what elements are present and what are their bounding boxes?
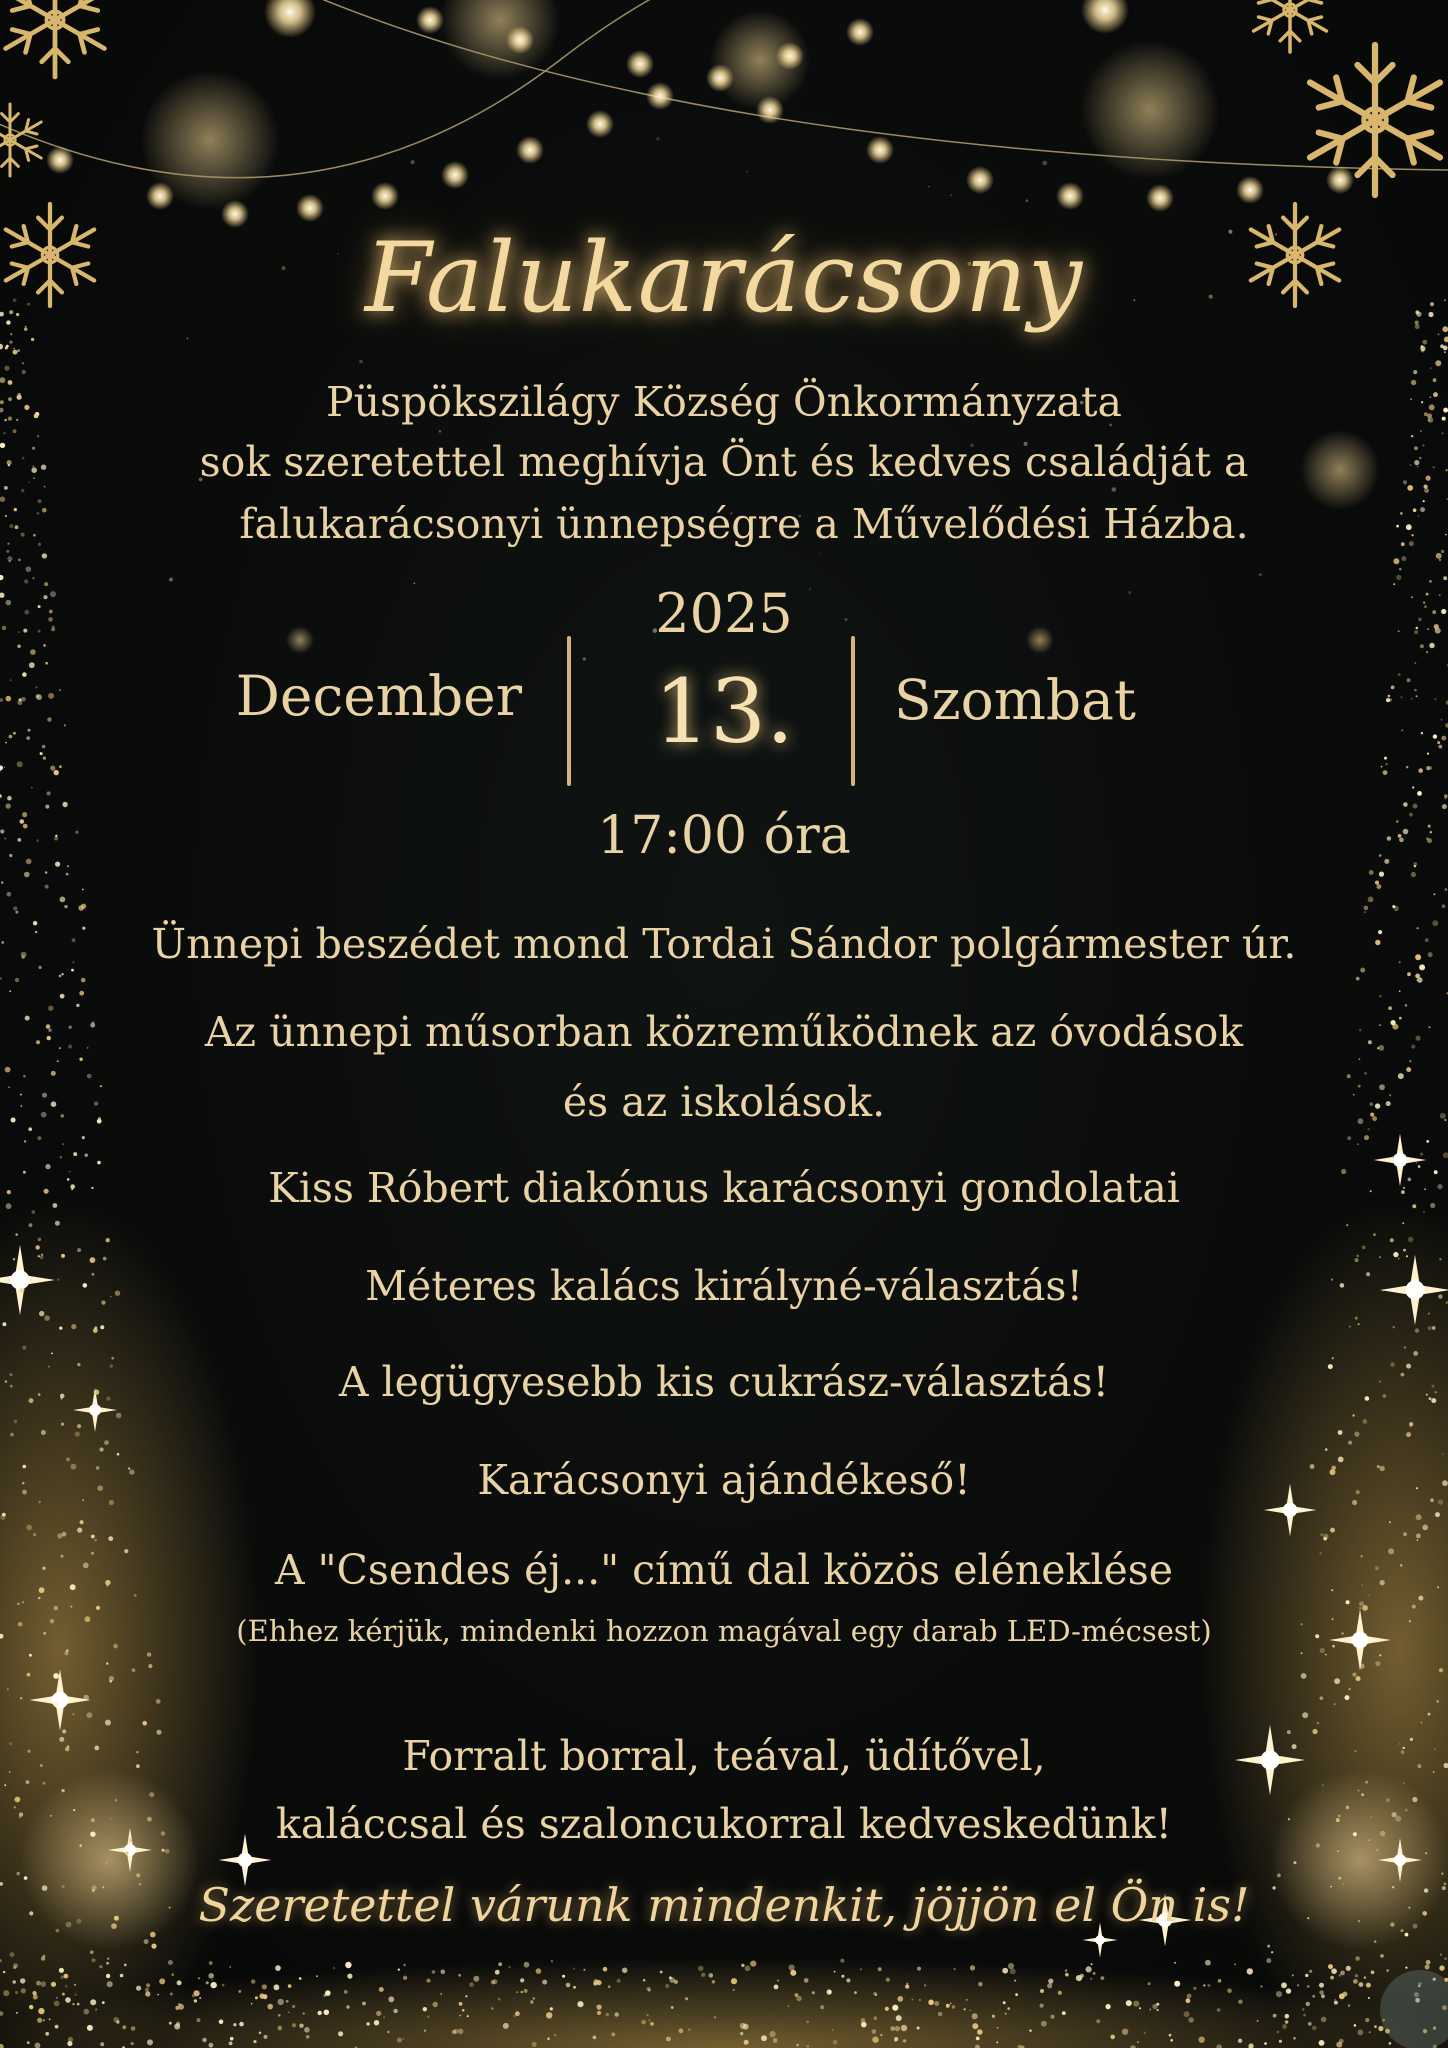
treats-line: Forralt borral, teával, üdítővel, bbox=[402, 1732, 1046, 1780]
program-item: A "Csendes éj..." című dal közös eléneklése bbox=[274, 1546, 1174, 1594]
page-title: Falukarácsony bbox=[364, 222, 1084, 334]
program-item: Kiss Róbert diakónus karácsonyi gondolatai bbox=[268, 1164, 1180, 1212]
divider bbox=[851, 636, 855, 786]
treats-line: kaláccsal és szaloncukorral kedveskedünk! bbox=[275, 1800, 1172, 1848]
program-item: Méteres kalács királyné-választás! bbox=[365, 1262, 1083, 1310]
event-time: 17:00 óra bbox=[597, 806, 851, 866]
event-month: December bbox=[235, 664, 522, 728]
program-item: és az iskolások. bbox=[562, 1078, 886, 1126]
intro-line: Püspökszilágy Község Önkormányzata bbox=[326, 378, 1122, 426]
program-item: A legügyesebb kis cukrász-választás! bbox=[338, 1358, 1110, 1406]
event-weekday: Szombat bbox=[894, 668, 1137, 732]
intro-line: falukarácsonyi ünnepségre a Művelődési Házba. bbox=[239, 500, 1249, 548]
program-item: Karácsonyi ajándékeső! bbox=[477, 1456, 971, 1504]
program-item: Ünnepi beszédet mond Tordai Sándor polgármester úr. bbox=[151, 920, 1297, 968]
event-year: 2025 bbox=[655, 582, 793, 645]
program-note: (Ehhez kérjük, mindenki hozzon magával egy darab LED-mécsest) bbox=[236, 1614, 1212, 1648]
intro-line: sok szeretettel meghívja Önt és kedves családját a bbox=[199, 438, 1249, 486]
program-item: Az ünnepi műsorban közreműködnek az óvodások bbox=[204, 1008, 1244, 1056]
event-day: 13. bbox=[654, 660, 794, 763]
closing-message: Szeretettel várunk mindenkit, jöjjön el Ön is! bbox=[198, 1878, 1250, 1932]
